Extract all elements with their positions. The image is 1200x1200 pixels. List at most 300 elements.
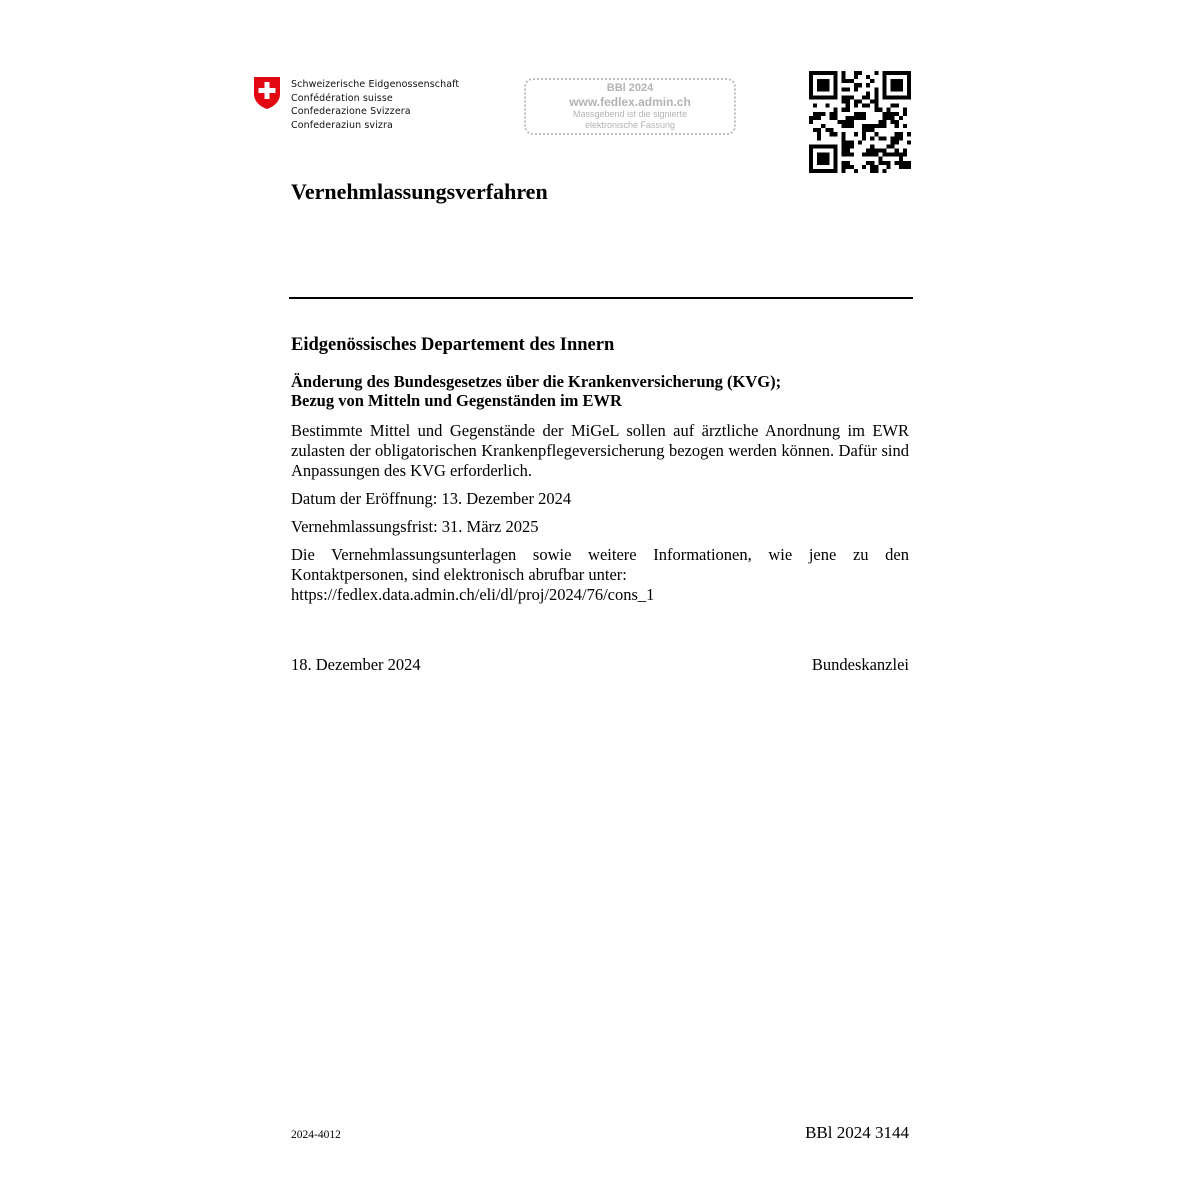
- qr-module: [825, 153, 829, 157]
- qr-module: [866, 95, 870, 99]
- qr-module: [825, 128, 829, 132]
- qr-module: [874, 104, 878, 108]
- qr-module: [846, 79, 850, 83]
- qr-module: [891, 120, 895, 124]
- qr-module: [850, 79, 854, 83]
- divider: [289, 297, 913, 299]
- qr-module: [809, 91, 813, 95]
- qr-module: [842, 136, 846, 140]
- qr-module: [821, 95, 825, 99]
- qr-module: [870, 165, 874, 169]
- qr-module: [862, 128, 866, 132]
- qr-module: [903, 112, 907, 116]
- qr-module: [870, 128, 874, 132]
- qr-module: [825, 144, 829, 148]
- qr-module: [833, 149, 837, 153]
- qr-module: [825, 169, 829, 173]
- qr-module: [829, 71, 833, 75]
- qr-module: [903, 153, 907, 157]
- qr-module: [874, 153, 878, 157]
- qr-module: [862, 153, 866, 157]
- qr-module: [829, 132, 833, 136]
- qr-module: [821, 161, 825, 165]
- qr-module: [862, 112, 866, 116]
- qr-module: [874, 87, 878, 91]
- qr-module: [833, 91, 837, 95]
- qr-module: [842, 79, 846, 83]
- qr-module: [874, 165, 878, 169]
- watermark-line: Massgebend ist die signierte: [572, 109, 688, 119]
- qr-module: [899, 161, 903, 165]
- heading-line: Änderung des Bundesgesetzes über die Krankenversicherung (KVG);: [291, 372, 782, 391]
- qr-module: [882, 112, 886, 116]
- qr-module: [846, 100, 850, 104]
- qr-module: [817, 132, 821, 136]
- qr-module: [846, 149, 850, 153]
- qr-module: [870, 169, 874, 173]
- qr-module: [833, 132, 837, 136]
- qr-module: [833, 169, 837, 173]
- qr-module: [891, 104, 895, 108]
- qr-module: [825, 161, 829, 165]
- qr-module: [895, 140, 899, 144]
- qr-module: [882, 83, 886, 87]
- qr-module: [842, 87, 846, 91]
- qr-module: [842, 165, 846, 169]
- qr-module: [891, 83, 895, 87]
- confederation-names: [291, 78, 459, 132]
- qr-module: [817, 112, 821, 116]
- qr-module: [846, 87, 850, 91]
- qr-module: [907, 75, 911, 79]
- qr-module: [825, 87, 829, 91]
- qr-module: [833, 79, 837, 83]
- qr-module: [813, 116, 817, 120]
- qr-module: [825, 79, 829, 83]
- qr-module: [858, 116, 862, 120]
- qr-module: [846, 124, 850, 128]
- qr-module: [809, 116, 813, 120]
- qr-module: [813, 112, 817, 116]
- qr-module: [862, 104, 866, 108]
- qr-module: [895, 161, 899, 165]
- qr-module: [809, 144, 813, 148]
- qr-module: [882, 95, 886, 99]
- qr-module: [878, 136, 882, 140]
- qr-module: [891, 79, 895, 83]
- swiss-cross-icon: [253, 76, 281, 110]
- qr-module: [858, 100, 862, 104]
- qr-module: [899, 83, 903, 87]
- fedlex-watermark: [524, 78, 736, 135]
- qr-module: [821, 144, 825, 148]
- qr-module: [870, 149, 874, 153]
- qr-module: [842, 169, 846, 173]
- qr-module: [895, 87, 899, 91]
- qr-module: [891, 116, 895, 120]
- qr-module: [813, 95, 817, 99]
- qr-module: [891, 87, 895, 91]
- qr-module: [833, 153, 837, 157]
- qr-module: [829, 116, 833, 120]
- qr-module: [821, 157, 825, 161]
- qr-module: [825, 71, 829, 75]
- qr-module: [882, 91, 886, 95]
- qr-module: [862, 165, 866, 169]
- qr-module: [907, 79, 911, 83]
- qr-module: [887, 108, 891, 112]
- qr-module: [833, 87, 837, 91]
- qr-module: [895, 149, 899, 153]
- qr-module: [882, 75, 886, 79]
- heading-line: Bezug von Mitteln und Gegenständen im EWR: [291, 391, 622, 410]
- summary-paragraph: Bestimmte Mittel und Gegenstände der MiGeL sollen auf ärztliche Anordnung im EWR zulasten der obligatorischen Krankenpflegeversicherung bezogen werden können. Dafür sind Anpassungen des KVG erforderlich.: [291, 421, 909, 480]
- qr-module: [842, 149, 846, 153]
- qr-module: [870, 100, 874, 104]
- qr-module: [846, 120, 850, 124]
- qr-module: [854, 112, 858, 116]
- qr-module: [833, 165, 837, 169]
- document-title: Vernehmlassungsverfahren: [291, 179, 548, 204]
- qr-module: [899, 116, 903, 120]
- qr-module: [842, 153, 846, 157]
- qr-module: [850, 116, 854, 120]
- qr-module: [862, 132, 866, 136]
- qr-module: [825, 95, 829, 99]
- qr-module: [854, 75, 858, 79]
- qr-module: [874, 108, 878, 112]
- qr-module: [895, 132, 899, 136]
- qr-module: [907, 71, 911, 75]
- qr-module: [813, 128, 817, 132]
- qr-module: [809, 161, 813, 165]
- qr-module: [895, 120, 899, 124]
- qr-module: [903, 165, 907, 169]
- qr-module: [878, 124, 882, 128]
- qr-module: [842, 75, 846, 79]
- qr-module: [907, 165, 911, 169]
- qr-module: [838, 120, 842, 124]
- confederation-name-fr: Confédération suisse: [291, 92, 393, 104]
- qr-module: [854, 87, 858, 91]
- qr-module: [850, 153, 854, 157]
- qr-module: [850, 144, 854, 148]
- qr-module: [842, 144, 846, 148]
- qr-module: [882, 71, 886, 75]
- qr-module: [907, 91, 911, 95]
- qr-module: [891, 144, 895, 148]
- qr-module: [846, 165, 850, 169]
- qr-module: [809, 157, 813, 161]
- qr-module: [862, 136, 866, 140]
- qr-module: [887, 112, 891, 116]
- watermark-line: BBl 2024: [606, 82, 654, 94]
- qr-module: [854, 100, 858, 104]
- qr-module: [825, 83, 829, 87]
- qr-module: [874, 95, 878, 99]
- qr-module: [846, 116, 850, 120]
- qr-module: [870, 144, 874, 148]
- qr-module: [866, 124, 870, 128]
- qr-module: [817, 128, 821, 132]
- qr-module: [813, 71, 817, 75]
- qr-module: [809, 95, 813, 99]
- qr-module: [891, 153, 895, 157]
- qr-module: [891, 95, 895, 99]
- qr-module: [817, 161, 821, 165]
- qr-module: [829, 144, 833, 148]
- qr-module: [899, 79, 903, 83]
- qr-module: [817, 169, 821, 173]
- publication-date: 18. Dezember 2024: [291, 655, 421, 674]
- qr-module: [887, 161, 891, 165]
- qr-module: [887, 165, 891, 169]
- qr-module: [809, 169, 813, 173]
- qr-module: [907, 132, 911, 136]
- qr-module: [866, 83, 870, 87]
- qr-module: [878, 157, 882, 161]
- qr-module: [862, 95, 866, 99]
- qr-module: [842, 161, 846, 165]
- qr-module: [895, 124, 899, 128]
- department-name: Eidgenössisches Departement des Innern: [291, 335, 615, 355]
- qr-module: [846, 161, 850, 165]
- qr-module: [878, 161, 882, 165]
- consultation-heading: [291, 372, 781, 410]
- qr-module: [907, 95, 911, 99]
- qr-module: [842, 95, 846, 99]
- qr-module: [846, 108, 850, 112]
- info-paragraph: [291, 545, 909, 605]
- qr-module: [882, 120, 886, 124]
- qr-module: [874, 169, 878, 173]
- qr-module: [821, 87, 825, 91]
- qr-module: [842, 132, 846, 136]
- qr-module: [825, 104, 829, 108]
- qr-module: [874, 149, 878, 153]
- qr-module: [862, 116, 866, 120]
- qr-module: [903, 95, 907, 99]
- qr-module: [903, 124, 907, 128]
- qr-module: [825, 157, 829, 161]
- qr-module: [821, 169, 825, 173]
- qr-module: [903, 108, 907, 112]
- qr-module: [895, 136, 899, 140]
- qr-module: [809, 149, 813, 153]
- qr-module: [817, 157, 821, 161]
- qr-module: [850, 124, 854, 128]
- qr-module: [817, 153, 821, 157]
- qr-module: [878, 120, 882, 124]
- qr-module: [866, 149, 870, 153]
- qr-module: [891, 140, 895, 144]
- qr-module: [858, 71, 862, 75]
- qr-module: [874, 91, 878, 95]
- qr-module: [813, 104, 817, 108]
- qr-module: [842, 100, 846, 104]
- qr-module: [846, 104, 850, 108]
- qr-module: [850, 165, 854, 169]
- qr-module: [899, 165, 903, 169]
- qr-module: [882, 169, 886, 173]
- qr-module: [833, 144, 837, 148]
- qr-module: [829, 112, 833, 116]
- qr-module: [874, 132, 878, 136]
- qr-module: [895, 83, 899, 87]
- qr-module: [846, 95, 850, 99]
- watermark-line: www.fedlex.admin.ch: [569, 95, 691, 109]
- qr-module: [887, 95, 891, 99]
- qr-module: [899, 87, 903, 91]
- qr-module: [833, 71, 837, 75]
- qr-module: [817, 79, 821, 83]
- qr-module: [891, 136, 895, 140]
- consultation-deadline: Vernehmlassungsfrist: 31. März 2025: [291, 517, 539, 536]
- qr-module: [895, 95, 899, 99]
- qr-module: [809, 153, 813, 157]
- qr-module: [809, 87, 813, 91]
- qr-module: [870, 79, 874, 83]
- qr-module: [833, 161, 837, 165]
- qr-module: [878, 149, 882, 153]
- qr-module: [817, 116, 821, 120]
- qr-module: [874, 71, 878, 75]
- qr-module: [899, 153, 903, 157]
- qr-module: [858, 112, 862, 116]
- qr-module: [866, 91, 870, 95]
- info-line: Die Vernehmlassungsunterlagen sowie weitere Informationen, wie jene zu den: [291, 545, 909, 564]
- qr-module: [882, 149, 886, 153]
- qr-module: [809, 120, 813, 124]
- qr-module: [850, 95, 854, 99]
- qr-module: [813, 169, 817, 173]
- qr-module: [817, 144, 821, 148]
- qr-module: [891, 112, 895, 116]
- qr-module: [829, 128, 833, 132]
- qr-module: [817, 83, 821, 87]
- qr-module: [833, 108, 837, 112]
- qr-module: [821, 124, 825, 128]
- qr-module: [858, 140, 862, 144]
- qr-module: [854, 132, 858, 136]
- qr-module: [854, 116, 858, 120]
- qr-module: [821, 83, 825, 87]
- qr-module: [887, 144, 891, 148]
- qr-module: [854, 71, 858, 75]
- qr-module: [821, 153, 825, 157]
- qr-module: [870, 124, 874, 128]
- qr-module: [895, 71, 899, 75]
- qr-module: [813, 144, 817, 148]
- confederation-name-de: Schweizerische Eidgenossenschaft: [291, 79, 460, 90]
- qr-module: [895, 79, 899, 83]
- qr-module: [899, 95, 903, 99]
- qr-module: [882, 153, 886, 157]
- qr-module: [817, 71, 821, 75]
- qr-module: [907, 83, 911, 87]
- qr-module: [907, 161, 911, 165]
- qr-module: [842, 71, 846, 75]
- qr-module: [899, 71, 903, 75]
- qr-module: [821, 79, 825, 83]
- qr-module: [846, 140, 850, 144]
- qr-module: [874, 100, 878, 104]
- qr-module: [833, 83, 837, 87]
- qr-module: [817, 95, 821, 99]
- qr-module: [866, 104, 870, 108]
- qr-module: [833, 157, 837, 161]
- qr-module: [829, 169, 833, 173]
- qr-module: [829, 95, 833, 99]
- qr-module: [882, 79, 886, 83]
- qr-module: [907, 87, 911, 91]
- qr-module: [907, 140, 911, 144]
- qr-module: [833, 75, 837, 79]
- qr-module: [882, 116, 886, 120]
- qr-module: [817, 136, 821, 140]
- qr-module: [809, 79, 813, 83]
- qr-module: [866, 128, 870, 132]
- qr-module: [821, 71, 825, 75]
- qr-module: [882, 136, 886, 140]
- qr-module: [895, 153, 899, 157]
- qr-module: [899, 132, 903, 136]
- qr-module: [870, 153, 874, 157]
- watermark-line: elektronische Fassung: [584, 120, 676, 130]
- qr-module: [866, 75, 870, 79]
- qr-module: [866, 161, 870, 165]
- qr-module: [899, 136, 903, 140]
- qr-module: [850, 140, 854, 144]
- qr-module: [870, 161, 874, 165]
- qr-module: [887, 153, 891, 157]
- consultation-link[interactable]: https://fedlex.data.admin.ch/eli/dl/proj/2024/76/cons_1: [291, 585, 655, 604]
- qr-module: [846, 144, 850, 148]
- qr-module: [846, 153, 850, 157]
- info-line: Kontaktpersonen, sind elektronisch abrufbar unter:: [291, 565, 627, 584]
- qr-code-icon: [809, 71, 911, 173]
- qr-module: [903, 149, 907, 153]
- qr-module: [854, 104, 858, 108]
- qr-module: [903, 161, 907, 165]
- confederation-name-it: Confederazione Svizzera: [291, 106, 411, 117]
- qr-module: [854, 83, 858, 87]
- qr-module: [882, 161, 886, 165]
- qr-module: [895, 104, 899, 108]
- qr-module: [887, 116, 891, 120]
- qr-module: [833, 116, 837, 120]
- qr-module: [833, 95, 837, 99]
- qr-module: [821, 112, 825, 116]
- qr-module: [809, 75, 813, 79]
- qr-module: [862, 124, 866, 128]
- qr-module: [833, 112, 837, 116]
- qr-module: [903, 71, 907, 75]
- qr-module: [842, 140, 846, 144]
- issuer-name: Bundeskanzlei: [811, 655, 909, 674]
- qr-module: [858, 83, 862, 87]
- document-number: 2024-4012: [291, 1129, 341, 1141]
- qr-module: [895, 112, 899, 116]
- qr-module: [882, 87, 886, 91]
- page-reference: BBl 2024 3144: [805, 1123, 909, 1142]
- qr-module: [891, 71, 895, 75]
- qr-module: [817, 87, 821, 91]
- qr-module: [866, 153, 870, 157]
- qr-module: [809, 165, 813, 169]
- confederation-name-rm: Confederaziun svizra: [291, 119, 393, 131]
- qr-module: [854, 169, 858, 173]
